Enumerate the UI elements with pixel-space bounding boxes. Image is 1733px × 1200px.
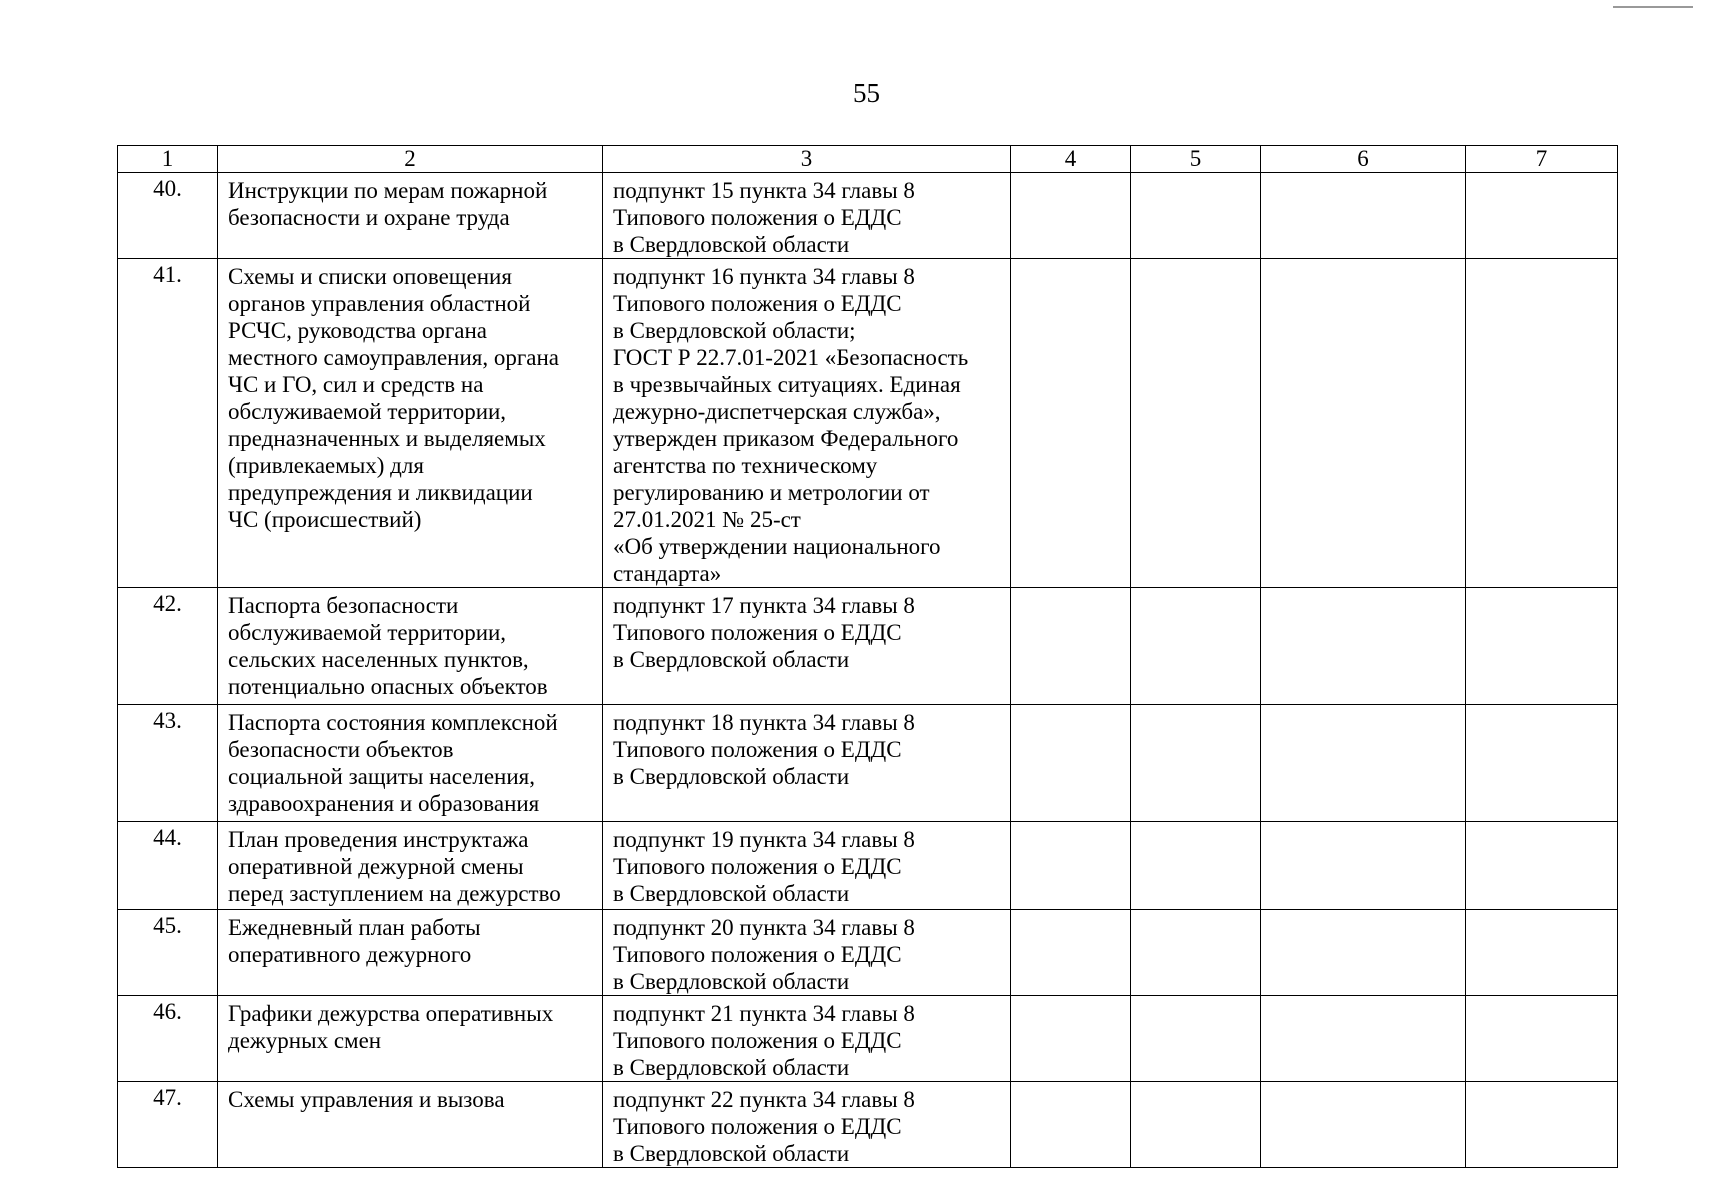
cell-col7 — [1466, 705, 1618, 822]
row-number: 43. — [118, 705, 218, 822]
cell-col5 — [1131, 588, 1261, 705]
legal-basis-cell: подпункт 17 пункта 34 главы 8 Типового положения о ЕДДС в Свердловской области — [603, 588, 1011, 705]
cell-col5 — [1131, 822, 1261, 910]
document-table — [117, 145, 1618, 1168]
column-header-row — [118, 146, 1618, 173]
cell-col5 — [1131, 1082, 1261, 1168]
document-name-cell: Паспорта состояния комплексной безопасности объектов социальной защиты населения, здравоохранения и образования — [218, 705, 603, 822]
legal-basis-cell: подпункт 20 пункта 34 главы 8 Типового положения о ЕДДС в Свердловской области — [603, 910, 1011, 996]
row-number: 47. — [118, 1082, 218, 1168]
table-row — [118, 259, 1618, 588]
column-header: 2 — [218, 146, 603, 173]
cell-col4 — [1011, 822, 1131, 910]
document-name-cell: Паспорта безопасности обслуживаемой территории, сельских населенных пунктов, потенциально опасных объектов — [218, 588, 603, 705]
cell-col4 — [1011, 1082, 1131, 1168]
cell-col7 — [1466, 1082, 1618, 1168]
cell-col5 — [1131, 259, 1261, 588]
cell-col7 — [1466, 259, 1618, 588]
column-header: 3 — [603, 146, 1011, 173]
cell-col6 — [1261, 1082, 1466, 1168]
cell-col7 — [1466, 996, 1618, 1082]
cell-col7 — [1466, 822, 1618, 910]
table-row — [118, 705, 1618, 822]
cell-col6 — [1261, 588, 1466, 705]
cell-col4 — [1011, 173, 1131, 259]
table-row — [118, 1082, 1618, 1168]
cell-col5 — [1131, 173, 1261, 259]
column-header: 7 — [1466, 146, 1618, 173]
cell-col4 — [1011, 910, 1131, 996]
cell-col6 — [1261, 822, 1466, 910]
cell-col6 — [1261, 259, 1466, 588]
cell-col4 — [1011, 996, 1131, 1082]
document-name-cell: Ежедневный план работы оперативного дежурного — [218, 910, 603, 996]
cell-col5 — [1131, 910, 1261, 996]
table-row — [118, 173, 1618, 259]
scan-corner-mark — [1613, 0, 1693, 8]
cell-col7 — [1466, 173, 1618, 259]
row-number: 41. — [118, 259, 218, 588]
table-row — [118, 996, 1618, 1082]
cell-col4 — [1011, 259, 1131, 588]
cell-col4 — [1011, 588, 1131, 705]
document-name-cell: Схемы управления и вызова — [218, 1082, 603, 1168]
legal-basis-cell: подпункт 15 пункта 34 главы 8 Типового положения о ЕДДС в Свердловской области — [603, 173, 1011, 259]
column-header: 6 — [1261, 146, 1466, 173]
legal-basis-cell: подпункт 22 пункта 34 главы 8 Типового положения о ЕДДС в Свердловской области — [603, 1082, 1011, 1168]
cell-col7 — [1466, 588, 1618, 705]
legal-basis-cell: подпункт 16 пункта 34 главы 8 Типового положения о ЕДДС в Свердловской области; ГОСТ Р 22.7.01-2021 «Безопасность в чрезвычайных ситуациях. Единая дежурно-диспетчерская служба», утвержден приказом Федерального агентства по техническому регулированию и метрологии от 27.01.2021 № 25-ст «Об утверждении национального стандарта» — [603, 259, 1011, 588]
row-number: 45. — [118, 910, 218, 996]
column-header: 1 — [118, 146, 218, 173]
document-name-cell: Инструкции по мерам пожарной безопасности и охране труда — [218, 173, 603, 259]
cell-col6 — [1261, 996, 1466, 1082]
row-number: 40. — [118, 173, 218, 259]
row-number: 44. — [118, 822, 218, 910]
document-name-cell: Графики дежурства оперативных дежурных смен — [218, 996, 603, 1082]
table-row — [118, 822, 1618, 910]
cell-col6 — [1261, 173, 1466, 259]
document-name-cell: План проведения инструктажа оперативной дежурной смены перед заступлением на дежурство — [218, 822, 603, 910]
legal-basis-cell: подпункт 21 пункта 34 главы 8 Типового положения о ЕДДС в Свердловской области — [603, 996, 1011, 1082]
column-header: 4 — [1011, 146, 1131, 173]
table-row — [118, 910, 1618, 996]
cell-col6 — [1261, 705, 1466, 822]
cell-col5 — [1131, 996, 1261, 1082]
cell-col4 — [1011, 705, 1131, 822]
cell-col7 — [1466, 910, 1618, 996]
row-number: 42. — [118, 588, 218, 705]
row-number: 46. — [118, 996, 218, 1082]
document-name-cell: Схемы и списки оповещения органов управления областной РСЧС, руководства органа местного самоуправления, органа ЧС и ГО, сил и средств на обслуживаемой территории, предназначенных и выделяемых (привлекаемых) для предупреждения и ликвидации ЧС (происшествий) — [218, 259, 603, 588]
legal-basis-cell: подпункт 18 пункта 34 главы 8 Типового положения о ЕДДС в Свердловской области — [603, 705, 1011, 822]
column-header: 5 — [1131, 146, 1261, 173]
cell-col5 — [1131, 705, 1261, 822]
cell-col6 — [1261, 910, 1466, 996]
table-row — [118, 588, 1618, 705]
page-number: 55 — [853, 78, 880, 108]
legal-basis-cell: подпункт 19 пункта 34 главы 8 Типового положения о ЕДДС в Свердловской области — [603, 822, 1011, 910]
